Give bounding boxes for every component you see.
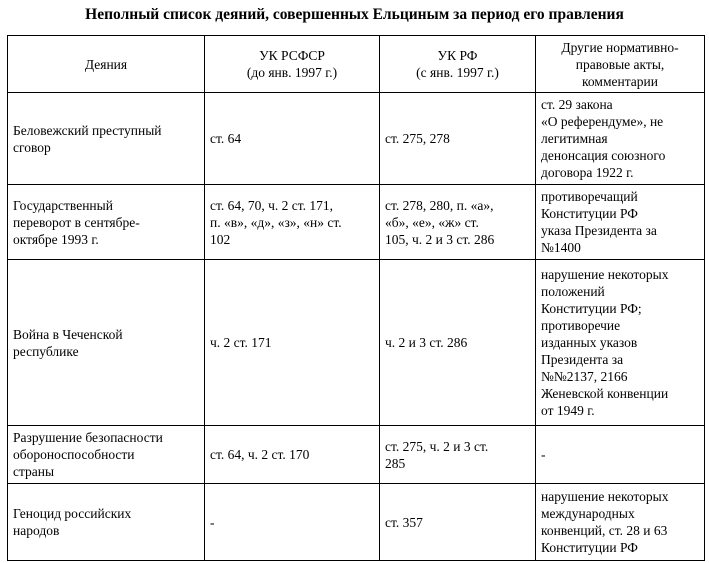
table-row — [8, 93, 705, 185]
other-acts-cell: нарушение некоторых положений Конституции РФ; противоречие изданных указов Президента за №№2137, 2166 Женевской конвенции от 1949 г. — [536, 260, 705, 426]
table-row — [8, 426, 705, 484]
table-row — [8, 260, 705, 426]
deed-cell: Государственный переворот в сентябре- октябре 1993 г. — [8, 185, 205, 260]
other-acts-cell: нарушение некоторых международных конвенций, ст. 28 и 63 Конституции РФ — [536, 484, 705, 561]
deed-cell: Разрушение безопасности обороноспособности страны — [8, 426, 205, 484]
uk-rsfsr-cell: ст. 64, 70, ч. 2 ст. 171, п. «в», «д», «з», «н» ст. 102 — [205, 185, 380, 260]
uk-rf-cell: ст. 275, 278 — [380, 93, 536, 185]
deed-cell: Война в Чеченской республике — [8, 260, 205, 426]
other-acts-cell: ст. 29 закона «О референдуме», не легитимная денонсация союзного договора 1922 г. — [536, 93, 705, 185]
page-title: Неполный список деяний, совершенных Ельциным за период его правления — [85, 6, 624, 23]
other-acts-cell: противоречащий Конституции РФ указа Президента за №1400 — [536, 185, 705, 260]
uk-rf-cell: ч. 2 и 3 ст. 286 — [380, 260, 536, 426]
header-uk-rsfsr: УК РСФСР (до янв. 1997 г.) — [205, 36, 380, 93]
header-other-acts: Другие нормативно- правовые акты, комментарии — [536, 36, 705, 93]
uk-rf-cell: ст. 278, 280, п. «а», «б», «е», «ж» ст. 105, ч. 2 и 3 ст. 286 — [380, 185, 536, 260]
uk-rsfsr-cell: - — [205, 484, 380, 561]
deeds-table — [7, 35, 705, 561]
uk-rf-cell: ст. 357 — [380, 484, 536, 561]
header-uk-rf: УК РФ (с янв. 1997 г.) — [380, 36, 536, 93]
other-acts-cell: - — [536, 426, 705, 484]
uk-rsfsr-cell: ст. 64, ч. 2 ст. 170 — [205, 426, 380, 484]
header-deeds: Деяния — [8, 36, 205, 93]
table-row — [8, 185, 705, 260]
uk-rf-cell: ст. 275, ч. 2 и 3 ст. 285 — [380, 426, 536, 484]
table-row — [8, 484, 705, 561]
uk-rsfsr-cell: ч. 2 ст. 171 — [205, 260, 380, 426]
table-header-row — [8, 36, 705, 93]
deed-cell: Геноцид российских народов — [8, 484, 205, 561]
uk-rsfsr-cell: ст. 64 — [205, 93, 380, 185]
deed-cell: Беловежский преступный сговор — [8, 93, 205, 185]
